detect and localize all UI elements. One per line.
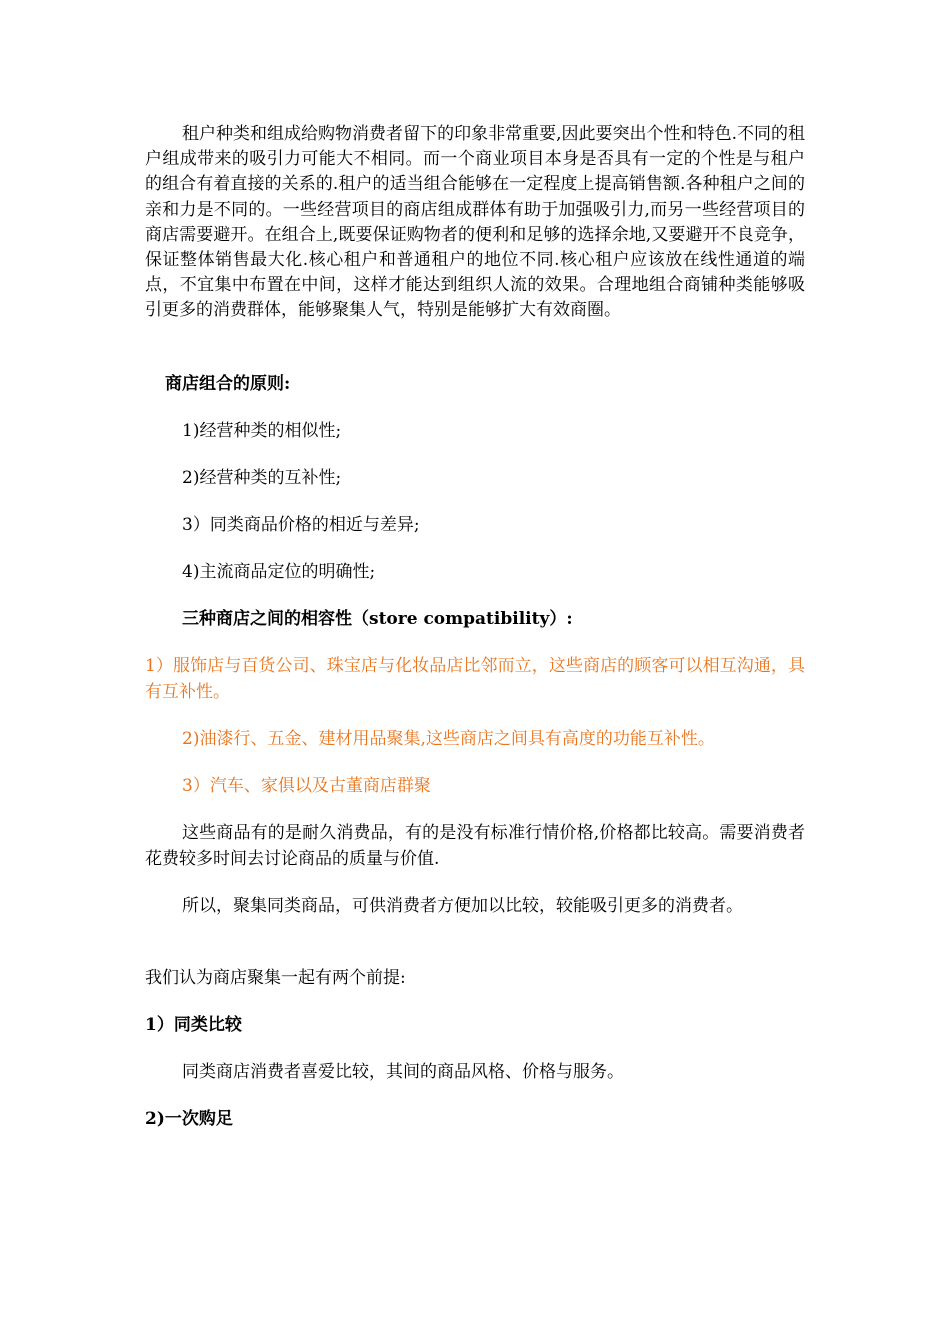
- compatibility-heading: 三种商店之间的相容性（store compatibility）:: [182, 609, 573, 629]
- principle-item: 4)主流商品定位的明确性;: [182, 562, 376, 582]
- compatibility-conclusion: 所以，聚集同类商品，可供消费者方便加以比较，较能吸引更多的消费者。: [182, 896, 743, 916]
- intro-paragraph: 租户种类和组成给购物消费者留下的印象非常重要,因此要突出个性和特色.不同的租户组成带来的吸引力可能大不相同。而一个商业项目本身是否具有一定的个性是与租户的组合有着直接的关系的.租户的适当组合能够在一定程度上提高销售额.各种租户之间的亲和力是不同的。一些经营项目的商店组成群体有助于加强吸引力,而另一些经营项目的商店需要避开。在组合上,既要保证购物者的便利和足够的选择余地,又要避开不良竞争，保证整体销售最大化.核心租户和普通租户的地位不同.核心租户应该放在线性通道的端点，不宜集中布置在中间，这样才能达到组织人流的效果。合理地组合商铺种类能够吸引更多的消费群体，能够聚集人气，特别是能够扩大有效商圈。: [145, 124, 805, 321]
- principle-item: 1)经营种类的相似性;: [182, 421, 342, 441]
- premise-heading-2: 2)一次购足: [145, 1109, 233, 1129]
- principle-item: 3）同类商品价格的相近与差异;: [182, 515, 420, 535]
- compatibility-item: 1）服饰店与百货公司、珠宝店与化妆品店比邻而立，这些商店的顾客可以相互沟通，具有互补性。: [145, 656, 805, 702]
- compatibility-note: 这些商品有的是耐久消费品，有的是没有标准行情价格,价格都比较高。需要消费者花费较多时间去讨论商品的质量与价值.: [145, 823, 805, 869]
- premise-text-1: 同类商店消费者喜爱比较，其间的商品风格、价格与服务。: [182, 1062, 624, 1082]
- principle-item: 2)经营种类的互补性;: [182, 468, 342, 488]
- compatibility-item: 3）汽车、家俱以及古董商店群聚: [182, 776, 431, 796]
- premises-intro: 我们认为商店聚集一起有两个前提:: [145, 968, 406, 988]
- premise-heading-1: 1）同类比较: [145, 1015, 242, 1035]
- compatibility-item: 2)油漆行、五金、建材用品聚集,这些商店之间具有高度的功能互补性。: [182, 729, 715, 749]
- principles-heading: 商店组合的原则:: [165, 374, 291, 394]
